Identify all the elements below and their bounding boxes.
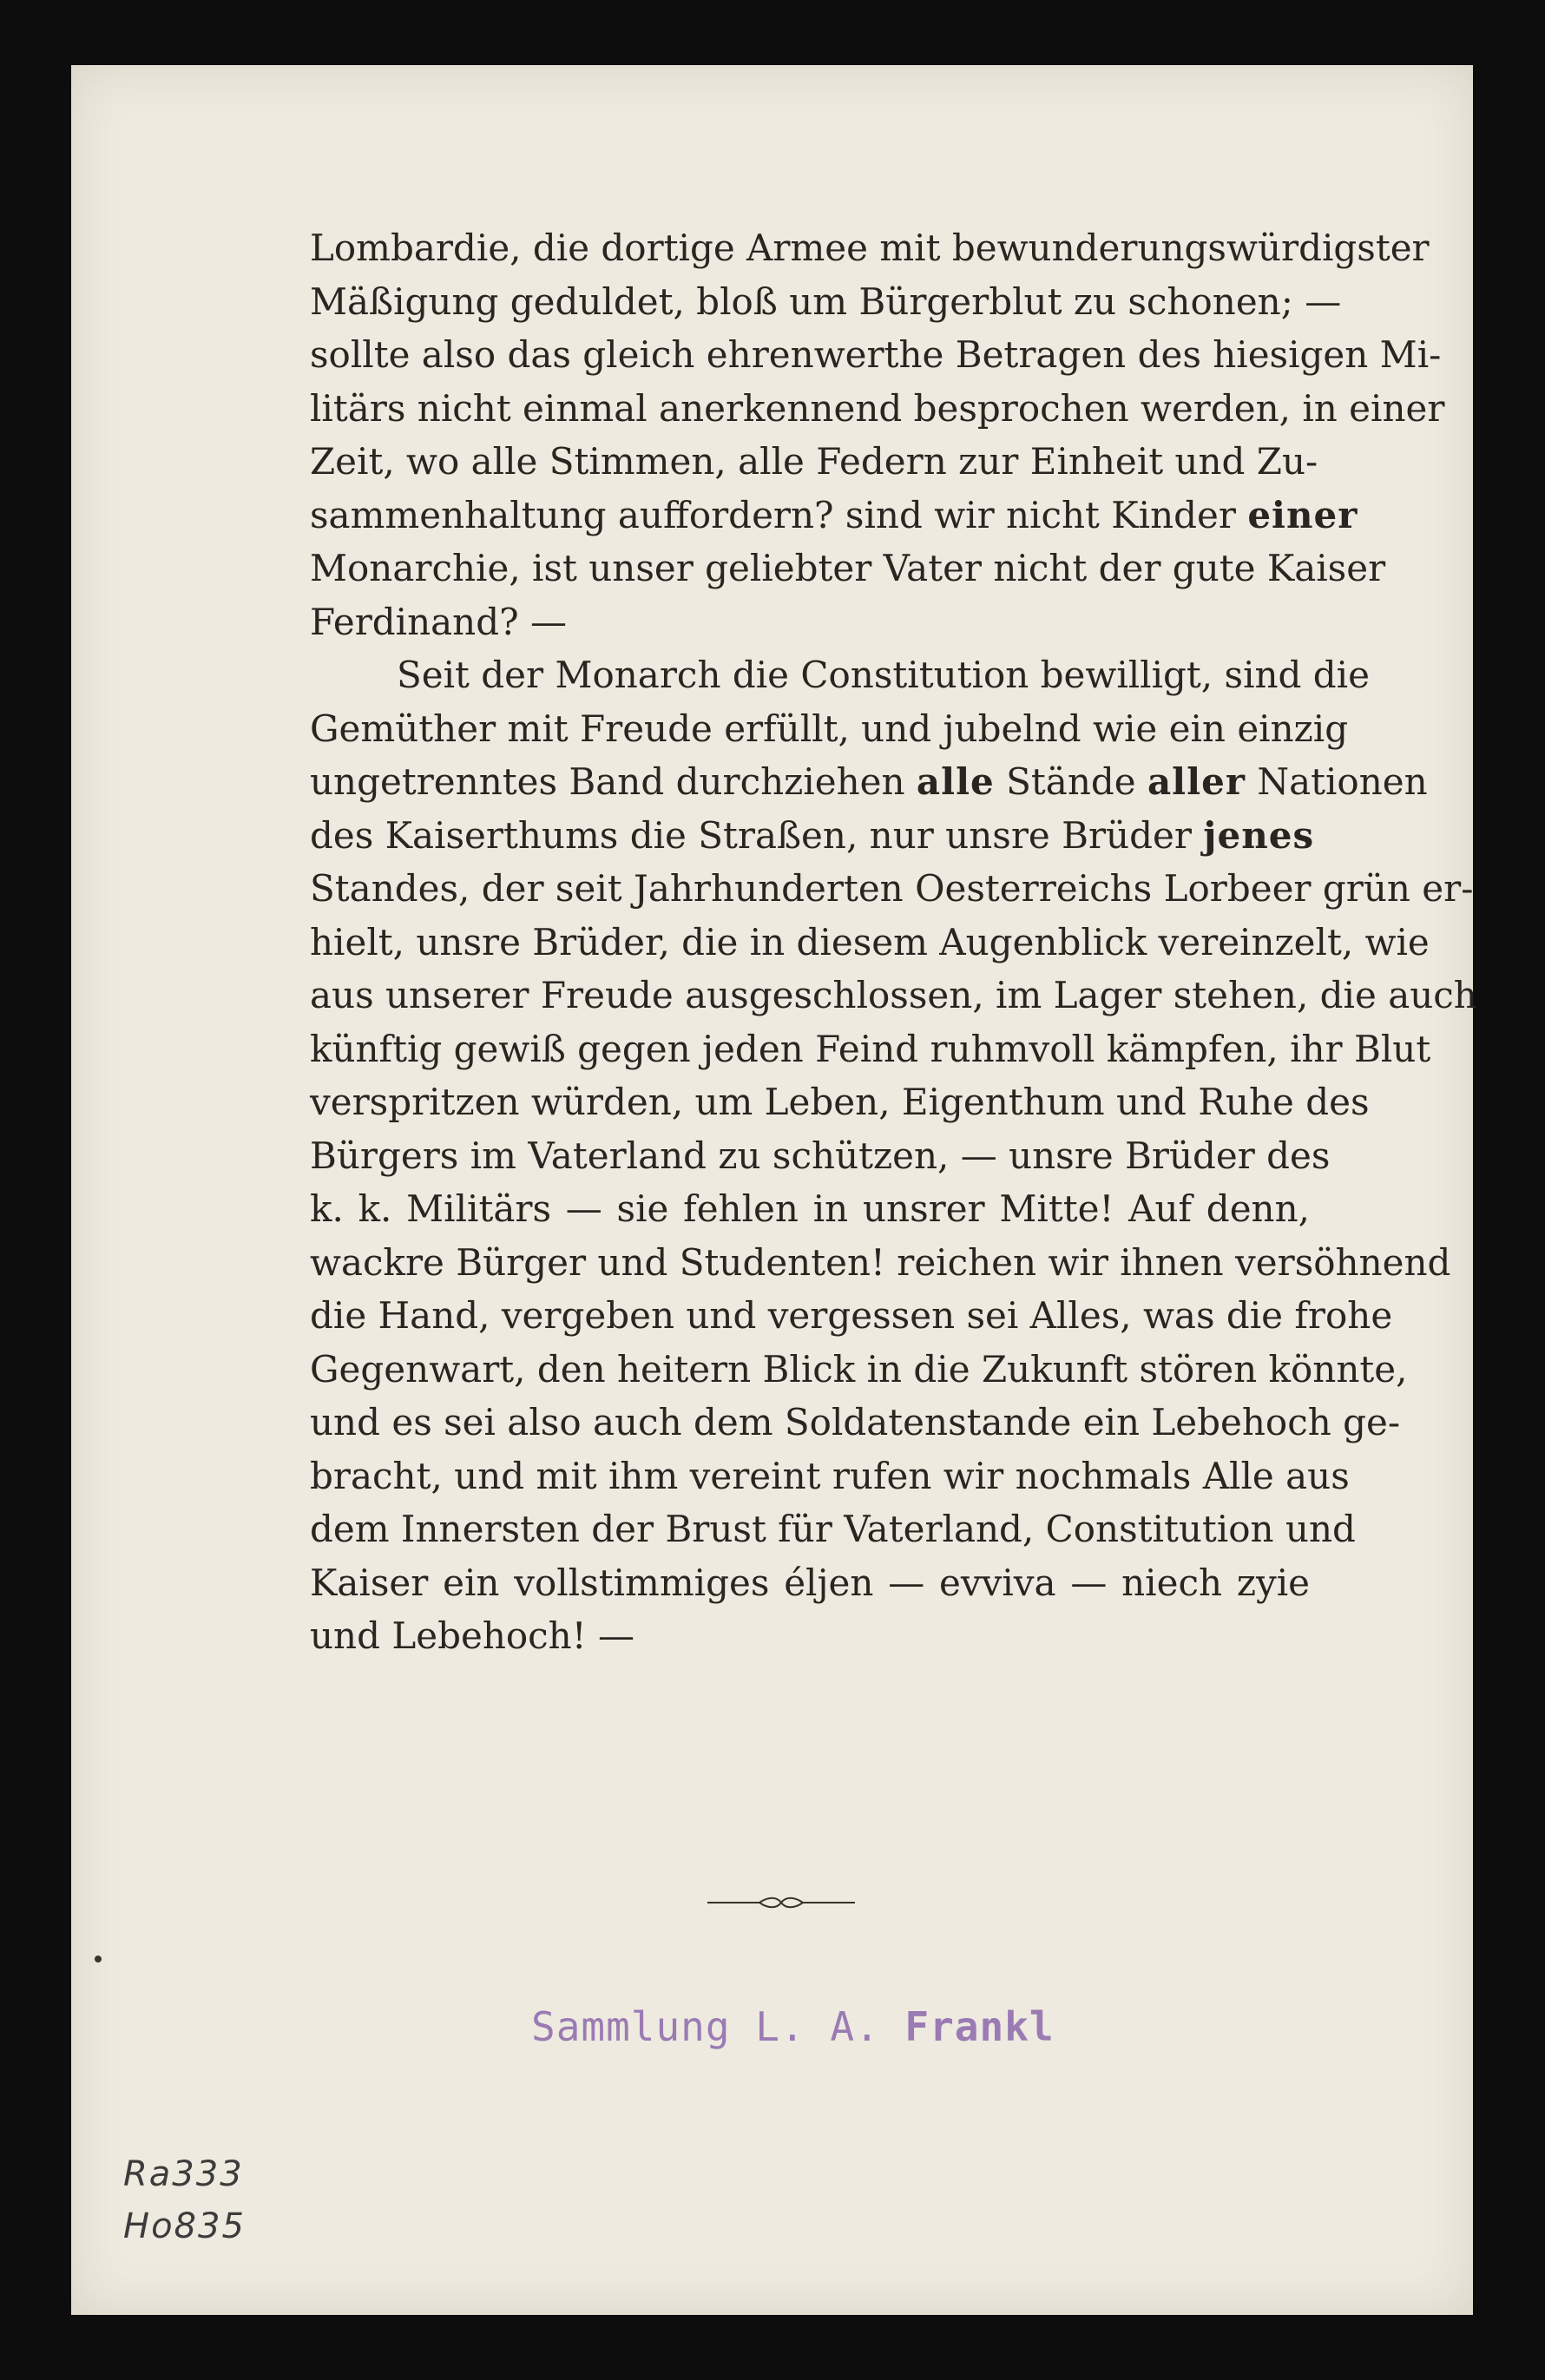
text-line: Kaiser ein vollstimmiges éljen — evviva — niech zyie xyxy=(310,1561,1310,1604)
text-line: wackre Bürger und Studenten! reichen wir ihnen versöhnend xyxy=(310,1240,1451,1284)
stamp-prefix: Sammlung L. A. xyxy=(531,2003,905,2050)
document-page xyxy=(71,65,1477,2315)
emphasis-word: aller xyxy=(1147,760,1246,803)
text-line: Standes, der seit Jahrhunderten Oesterreichs Lorbeer grün er- xyxy=(310,867,1474,910)
text-segment: Stände xyxy=(1006,760,1136,803)
text-segment: sammenhaltung auffordern? sind wir nicht Kinder xyxy=(310,493,1236,536)
text-line: Lombardie, die dortige Armee mit bewunderungswürdigster xyxy=(310,227,1430,269)
shelfmarks xyxy=(123,2148,246,2252)
body-text xyxy=(310,221,1477,1663)
text-line: und Lebehoch! — xyxy=(310,1614,634,1657)
text-line xyxy=(310,489,1358,542)
text-line xyxy=(310,755,1428,809)
emphasis-word: einer xyxy=(1247,493,1358,536)
text-line: bracht, und mit ihm vereint rufen wir nochmals Alle aus xyxy=(310,1454,1350,1497)
text-segment: Nationen xyxy=(1257,760,1428,803)
shelfmark: Ho835 xyxy=(123,2206,246,2246)
stamp-name: Frankl xyxy=(904,2003,1055,2050)
emphasis-word: jenes xyxy=(1203,813,1315,857)
text-line: Bürgers im Vaterland zu schützen, — unsre Brüder des xyxy=(310,1134,1331,1177)
text-line: dem Innersten der Brust für Vaterland, Constitution und xyxy=(310,1508,1356,1550)
text-line: aus unserer Freude ausgeschlossen, im Lager stehen, die auch xyxy=(310,974,1477,1016)
text-line: Gegenwart, den heitern Blick in die Zukunft stören könnte, xyxy=(310,1347,1408,1391)
text-segment: ungetrenntes Band durchziehen xyxy=(310,760,905,803)
text-line: verspritzen würden, um Leben, Eigenthum und Ruhe des xyxy=(310,1081,1370,1123)
text-line: Seit der Monarch die Constitution bewilligt, sind die xyxy=(397,654,1370,696)
text-line: die Hand, vergeben und vergessen sei Alles, was die frohe xyxy=(310,1294,1393,1337)
text-line: hielt, unsre Brüder, die in diesem Augenblick vereinzelt, wie xyxy=(310,920,1430,963)
text-line xyxy=(310,809,1315,863)
text-line: Gemüther mit Freude erfüllt, und jubelnd wie ein einzig xyxy=(310,707,1349,750)
text-line: künftig gewiß gegen jeden Feind ruhmvoll kämpfen, ihr Blut xyxy=(310,1027,1431,1070)
ornament-divider xyxy=(707,1897,855,1909)
text-line: Ferdinand? — xyxy=(310,600,567,643)
text-line: Zeit, wo alle Stimmen, alle Federn zur Einheit und Zu- xyxy=(310,440,1318,483)
collection-stamp xyxy=(531,2003,1226,2050)
text-line: k. k. Militärs — sie fehlen in unsrer Mitte! Auf denn, xyxy=(310,1187,1310,1230)
shelfmark: Ra333 xyxy=(123,2154,244,2194)
text-line: Monarchie, ist unser geliebter Vater nicht der gute Kaiser xyxy=(310,547,1386,589)
text-line: und es sei also auch dem Soldatenstande ein Lebehoch ge- xyxy=(310,1401,1401,1443)
ink-speck xyxy=(95,1956,102,1963)
emphasis-word: alle xyxy=(916,760,995,803)
text-line: litärs nicht einmal anerkennend besprochen werden, in einer xyxy=(310,386,1445,430)
text-line: sollte also das gleich ehrenwerthe Betragen des hiesigen Mi- xyxy=(310,333,1442,376)
text-segment: des Kaiserthums die Straßen, nur unsre Brüder xyxy=(310,813,1192,857)
text-line: Mäßigung geduldet, bloß um Bürgerblut zu schonen; — xyxy=(310,279,1342,323)
